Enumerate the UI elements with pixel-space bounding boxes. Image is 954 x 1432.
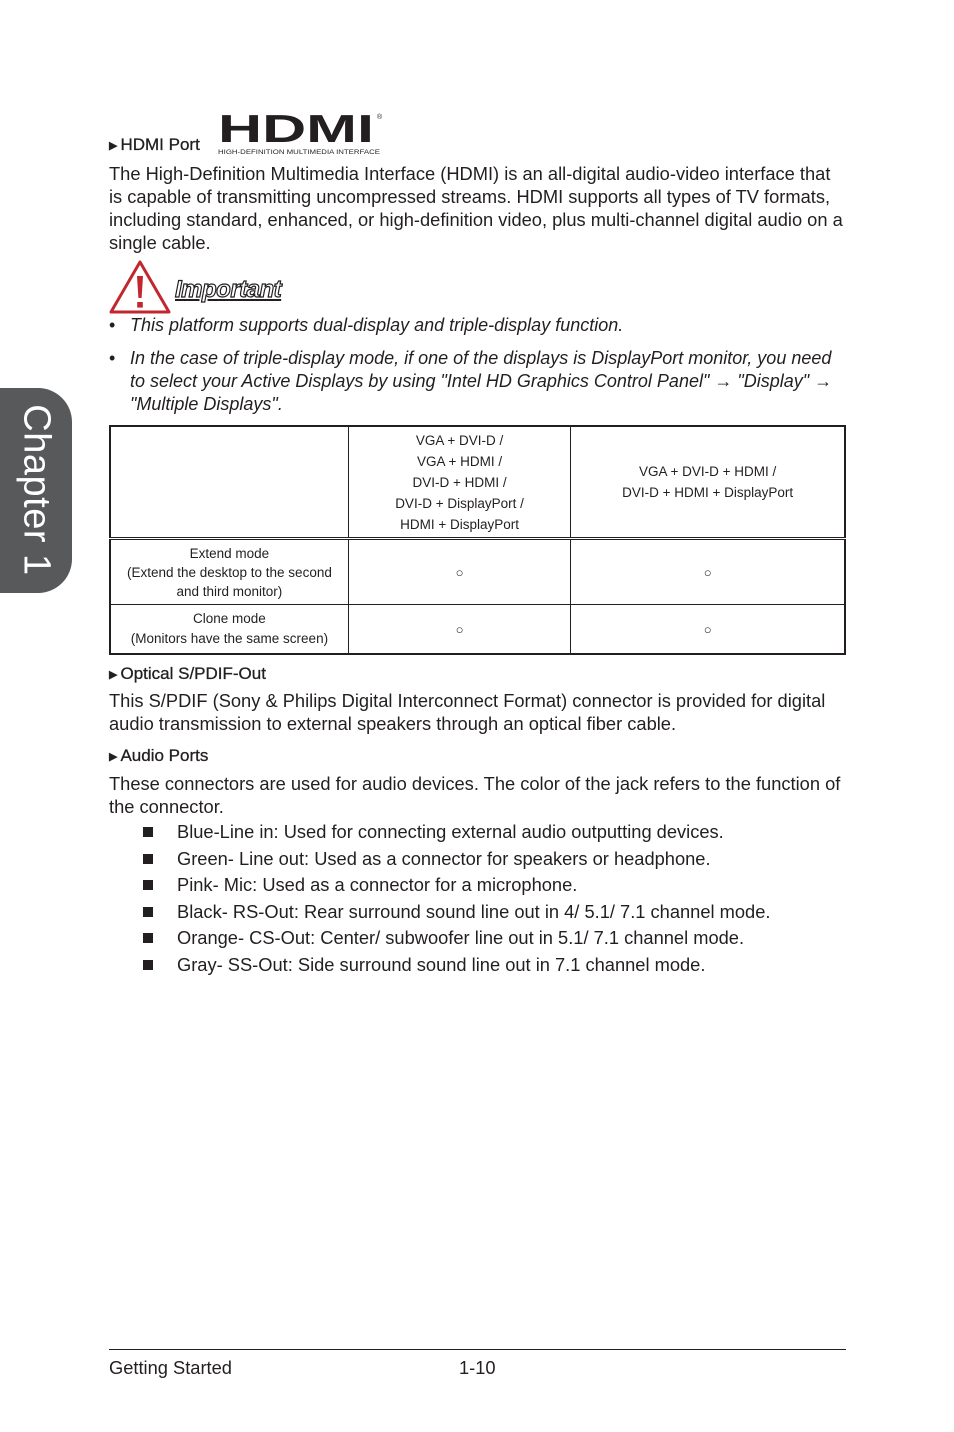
list-item: Black- RS-Out: Rear surround sound line out in 4/ 5.1/ 7.1 channel mode.	[143, 899, 846, 926]
table-header-dual: VGA + DVI-D / VGA + HDMI / DVI-D + HDMI / DVI-D + DisplayPort / HDMI + DisplayPort	[348, 426, 570, 539]
table-row	[110, 539, 845, 605]
list-item: Green- Line out: Used as a connector for speakers or headphone.	[143, 846, 846, 873]
spdif-description: This S/PDIF (Sony & Philips Digital Interconnect Format) connector is provided for digital audio transmission to external speakers through an optical fiber cable.	[109, 690, 826, 734]
triangle-bullet-icon: ▶	[109, 751, 118, 763]
spdif-heading: ▶ Optical S/PDIF-Out	[109, 664, 266, 683]
audio-jack-list	[143, 819, 846, 978]
footer-section-title: Getting Started	[109, 1357, 232, 1378]
hdmi-port-heading: ▶ HDMI Port	[109, 135, 200, 154]
audio-ports-heading: ▶ Audio Ports	[109, 746, 209, 765]
svg-text:®: ®	[377, 114, 383, 121]
footer-divider	[109, 1349, 846, 1350]
triangle-bullet-icon: ▶	[109, 140, 118, 152]
list-item: Blue-Line in: Used for connecting external audio outputting devices.	[143, 819, 846, 846]
triangle-bullet-icon: ▶	[109, 669, 118, 681]
important-notes	[109, 314, 846, 426]
table-mode-cell: Clone mode (Monitors have the same screen)	[110, 605, 348, 655]
chapter-tab	[0, 388, 72, 593]
list-item: Gray- SS-Out: Side surround sound line out in 7.1 channel mode.	[143, 952, 846, 979]
hdmi-description: The High-Definition Multimedia Interface (HDMI) is an all-digital audio-video interface that is capable of transmitting uncompressed streams. HDMI supports all types of TV formats, including standard, enhanced, or high-definition video, plus multi-channel digital audio on a single cable.	[109, 163, 843, 253]
square-bullet-icon	[143, 907, 153, 917]
svg-text:HDMI: HDMI	[218, 110, 374, 151]
svg-text:HIGH-DEFINITION MULTIMEDIA INT: HIGH-DEFINITION MULTIMEDIA INTERFACE	[218, 149, 381, 156]
chapter-tab-label: Chapter 1	[15, 404, 58, 576]
square-bullet-icon	[143, 827, 153, 837]
table-value-cell: ○	[571, 539, 845, 605]
table-row	[110, 605, 845, 655]
table-header-empty	[110, 426, 348, 539]
table-value-cell: ○	[348, 605, 570, 655]
table-value-cell: ○	[348, 539, 570, 605]
list-item: Orange- CS-Out: Center/ subwoofer line out in 5.1/ 7.1 channel mode.	[143, 925, 846, 952]
table-value-cell: ○	[571, 605, 845, 655]
footer-page-number: 1-10	[459, 1357, 496, 1378]
table-header-triple: VGA + DVI-D + HDMI / DVI-D + HDMI + DisplayPort	[571, 426, 845, 539]
square-bullet-icon	[143, 960, 153, 970]
important-title: Important	[175, 276, 282, 303]
audio-description: These connectors are used for audio devices. The color of the jack refers to the function of the connector.	[109, 773, 841, 817]
warning-triangle-icon	[109, 260, 171, 314]
table-mode-cell: Extend mode (Extend the desktop to the second and third monitor)	[110, 539, 348, 605]
square-bullet-icon	[143, 854, 153, 864]
important-note: • In the case of triple-display mode, if one of the displays is DisplayPort monitor, you need to select your Active Displays by using "Intel HD Graphics Control Panel" → "Display" → "Multiple Displays".	[109, 348, 833, 414]
important-note: • This platform supports dual-display and triple-display function.	[109, 315, 624, 335]
square-bullet-icon	[143, 933, 153, 943]
hdmi-logo	[217, 110, 385, 156]
list-item: Pink- Mic: Used as a connector for a microphone.	[143, 872, 846, 899]
square-bullet-icon	[143, 880, 153, 890]
table-header-row	[110, 426, 845, 539]
display-mode-table	[109, 425, 846, 655]
